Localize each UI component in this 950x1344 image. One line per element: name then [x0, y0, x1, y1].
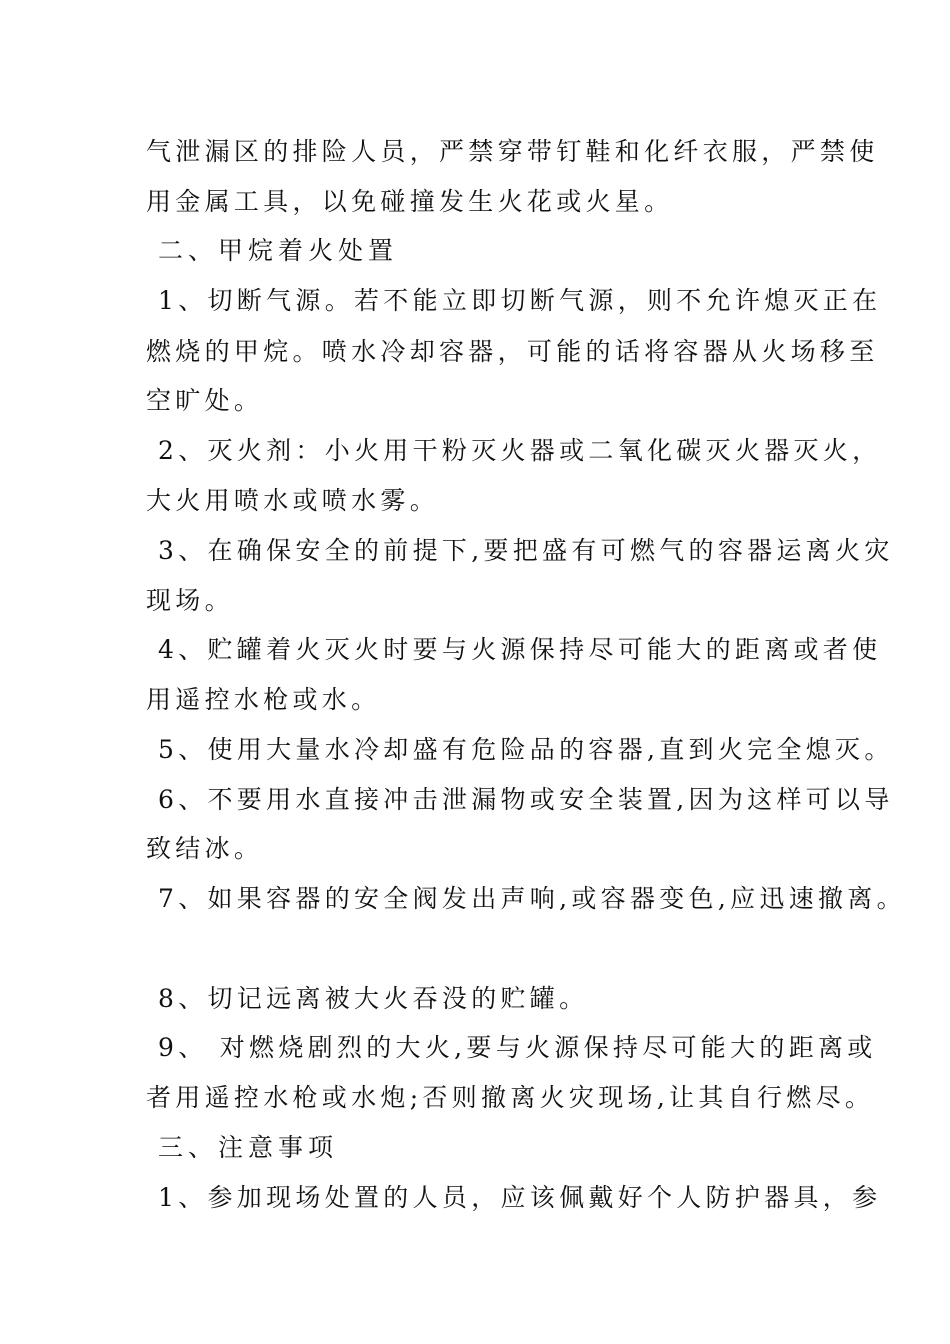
- list-item: 5、使用大量水冷却盛有危险品的容器,直到火完全熄灭。: [158, 735, 894, 764]
- paragraph-line: 用遥控水枪或水。: [146, 685, 381, 714]
- list-item: 6、不要用水直接冲击泄漏物或安全装置,因为这样可以导: [158, 785, 894, 814]
- list-item: 8、切记远离被大火吞没的贮罐。: [158, 984, 589, 1013]
- list-item: 7、如果容器的安全阀发出声响,或容器变色,应迅速撤离。: [158, 884, 906, 913]
- list-item: 9、 对燃烧剧烈的大火,要与火源保持尽可能大的距离或: [158, 1033, 877, 1062]
- list-item: 2、灭火剂：小火用干粉灭火器或二氧化碳灭火器灭火，: [158, 436, 882, 465]
- section-heading: 二、甲烷着火处置: [158, 236, 399, 265]
- paragraph-line: 空旷处。: [146, 386, 264, 415]
- list-item: 1、参加现场处置的人员，应该佩戴好个人防护器具，参: [158, 1183, 882, 1212]
- list-item: 4、贮罐着火灭火时要与火源保持尽可能大的距离或者使: [158, 635, 882, 664]
- list-item: 1、切断气源。若不能立即切断气源，则不允许熄灭正在: [158, 286, 882, 315]
- list-item: 3、在确保安全的前提下,要把盛有可燃气的容器运离火灾: [158, 536, 894, 565]
- paragraph-line: 现场。: [146, 586, 234, 615]
- paragraph-line: 燃烧的甲烷。喷水冷却容器，可能的话将容器从火场移至: [146, 337, 879, 366]
- paragraph-line: 致结冰。: [146, 834, 264, 863]
- paragraph-line: 用金属工具，以免碰撞发生火花或火星。: [146, 187, 674, 216]
- paragraph-line: 气泄漏区的排险人员，严禁穿带钉鞋和化纤衣服，严禁使: [146, 137, 879, 166]
- paragraph-line: 大火用喷水或喷水雾。: [146, 486, 440, 515]
- paragraph-line: 者用遥控水枪或水炮;否则撤离火灾现场,让其自行燃尽。: [146, 1083, 875, 1112]
- section-heading: 三、注意事项: [158, 1133, 339, 1162]
